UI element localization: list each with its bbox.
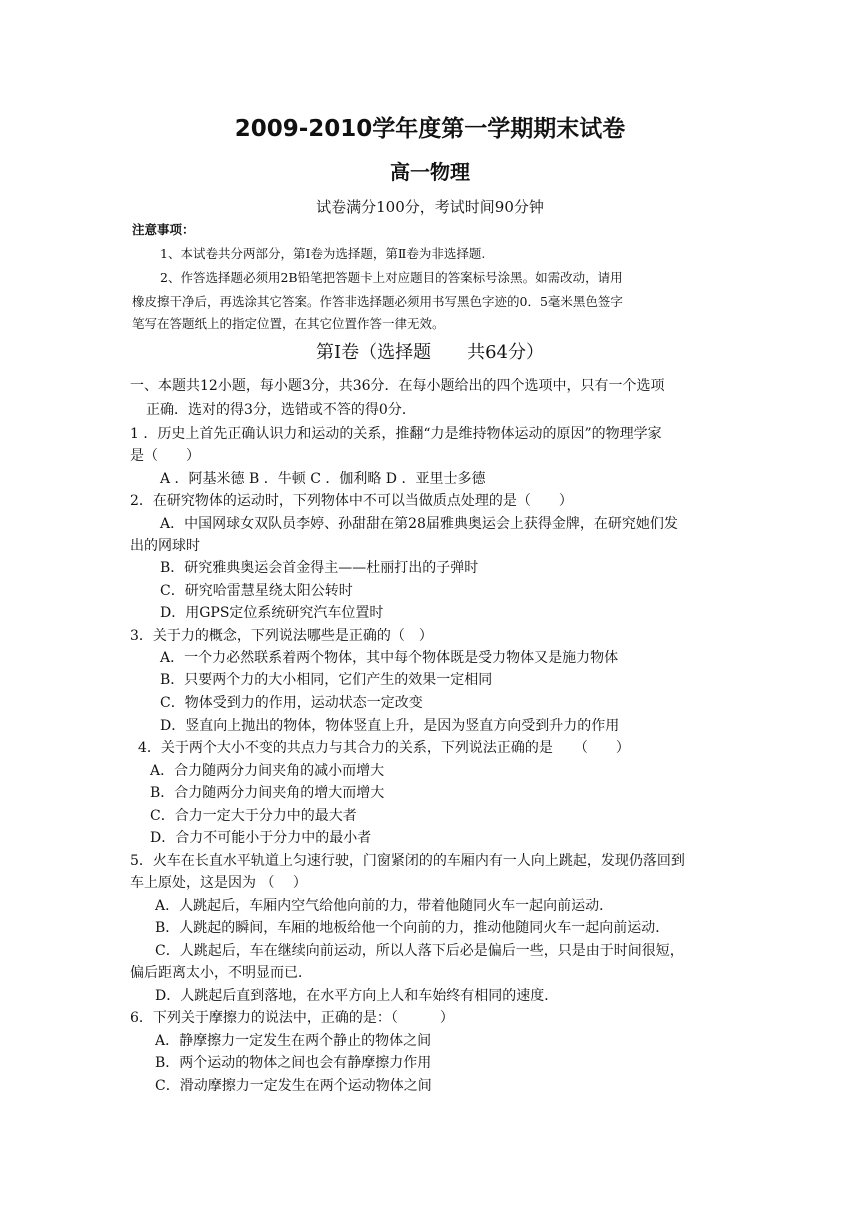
question-4-option-b: B．合力随两分力间夹角的增大而增大 [150, 785, 385, 801]
question-2-option-b: B．研究雅典奥运会首金得主——杜丽打出的子弹时 [160, 560, 479, 576]
question-4-stem: 4．关于两个大小不变的共点力与其合力的关系，下列说法正确的是 （ ） [138, 740, 630, 756]
section-1-instructions-line-1: 一、本题共12小题，每小题3分，共36分．在每小题给出的四个选项中，只有一个选项 [130, 378, 665, 394]
question-6-stem: 6．下列关于摩擦力的说法中，正确的是：（ ） [130, 1010, 454, 1026]
question-5-option-c-line-1: C．人跳起后，车在继续向前运动，所以人落下后必是偏后一些，只是由于时间很短， [155, 943, 684, 959]
question-5-stem-line-2: 车上原处，这是因为 （ ） [130, 875, 307, 891]
question-5-option-c-line-2: 偏后距离太小，不明显而已． [130, 965, 312, 981]
question-5-option-d: D．人跳起后直到落地，在水平方向上人和车始终有相同的速度． [155, 988, 559, 1004]
question-3-option-c: C．物体受到力的作用，运动状态一定改变 [160, 695, 423, 711]
notice-item-1: 1、本试卷共分两部分，第Ⅰ卷为选择题，第Ⅱ卷为非选择题. [160, 246, 486, 261]
question-1-stem-line-1: 1 ．历史上首先正确认识力和运动的关系，推翻“力是维持物体运动的原因”的物理学家 [130, 426, 662, 442]
question-6-option-b: B．两个运动的物体之间也会有静摩擦力作用 [155, 1055, 432, 1071]
question-2-option-c: C．研究哈雷慧星绕太阳公转时 [160, 583, 353, 599]
question-5-option-a: A．人跳起后，车厢内空气给他向前的力，带着他随同火车一起向前运动． [155, 898, 614, 914]
question-6-option-a: A．静摩擦力一定发生在两个静止的物体之间 [155, 1033, 432, 1049]
question-6-option-c: C．滑动摩擦力一定发生在两个运动物体之间 [155, 1078, 432, 1094]
question-1-stem-line-2: 是（ ） [130, 448, 200, 464]
question-5-option-b: B．人跳起的瞬间，车厢的地板给他一个向前的力，推动他随同火车一起向前运动． [155, 920, 670, 936]
question-2-stem: 2．在研究物体的运动时，下列物体中不可以当做质点处理的是（ ） [130, 493, 573, 509]
section-1-title: 第Ⅰ卷（选择题 共64分） [315, 342, 544, 363]
question-2-option-d: D．用GPS定位系统研究汽车位置时 [160, 605, 384, 621]
question-4-option-d: D．合力不可能小于分力中的最小者 [150, 830, 372, 846]
question-4-option-a: A．合力随两分力间夹角的减小而增大 [150, 763, 385, 779]
question-1-options: A ．阿基米德 B ．牛顿 C ．伽利略 D ．亚里士多德 [160, 471, 486, 487]
section-1-instructions-line-2: 正确．选对的得3分，选错或不答的得0分． [146, 402, 416, 418]
exam-subject: 高一物理 [390, 160, 470, 184]
exam-info: 试卷满分100分，考试时间90分钟 [316, 198, 544, 216]
question-2-option-a-line-1: A．中国网球女双队员李婷、孙甜甜在第28届雅典奥运会上获得金牌，在研究她们发 [160, 516, 678, 532]
question-3-option-d: D．竖直向上抛出的物体，物体竖直上升，是因为竖直方向受到升力的作用 [160, 718, 620, 734]
question-5-stem-line-1: 5．火车在长直水平轨道上匀速行驶，门窗紧闭的的车厢内有一人向上跳起，发现仍落回到 [130, 853, 685, 869]
notice-item-2-line-2: 橡皮擦干净后，再选涂其它答案。作答非选择题必须用书写黑色字迹的0．5毫米黑色签字 [132, 294, 623, 309]
exam-title: 2009-2010学年度第一学期期末试卷 [234, 116, 626, 142]
question-4-option-c: C．合力一定大于分力中的最大者 [150, 808, 357, 824]
question-3-stem: 3．关于力的概念，下列说法哪些是正确的（ ） [130, 628, 433, 644]
notice-item-2-line-3: 笔写在答题纸上的指定位置，在其它位置作答一律无效。 [132, 316, 445, 331]
question-3-option-a: A．一个力必然联系着两个物体，其中每个物体既是受力物体又是施力物体 [160, 650, 619, 666]
question-2-option-a-line-2: 出的网球时 [130, 538, 200, 554]
notice-item-2-line-1: 2、作答选择题必须用2B铅笔把答题卡上对应题目的答案标号涂黑。如需改动，请用 [160, 270, 623, 285]
notice-heading: 注意事项： [132, 222, 195, 237]
question-3-option-b: B．只要两个力的大小相同，它们产生的效果一定相同 [160, 672, 493, 688]
